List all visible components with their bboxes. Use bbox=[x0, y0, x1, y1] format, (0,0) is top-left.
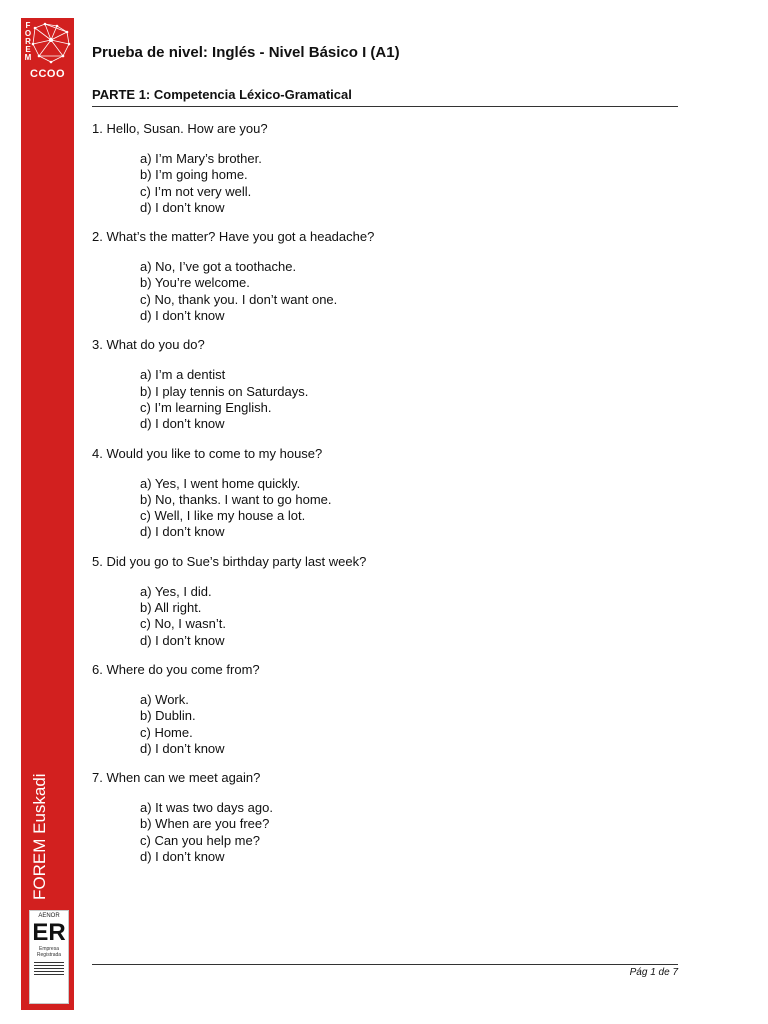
section-heading: PARTE 1: Competencia Léxico-Gramatical bbox=[92, 87, 352, 102]
question-3 bbox=[92, 337, 678, 432]
option-list bbox=[140, 476, 678, 541]
option-c: c) No, thank you. I don’t want one. bbox=[140, 291, 338, 307]
option-c: c) Well, I like my house a lot. bbox=[140, 508, 306, 524]
option-d: d) I don’t know bbox=[140, 632, 225, 648]
question-1 bbox=[92, 121, 678, 216]
forem-logo bbox=[21, 18, 74, 84]
question-text: 3. What do you do? bbox=[92, 337, 205, 353]
question-list bbox=[92, 121, 678, 878]
question-text: 2. What’s the matter? Have you got a headache? bbox=[92, 229, 375, 245]
option-a: a) Yes, I went home quickly. bbox=[140, 475, 301, 491]
logo-letter: R bbox=[25, 37, 31, 46]
logo-letter: O bbox=[24, 29, 32, 38]
network-logo-icon bbox=[31, 22, 71, 64]
option-list bbox=[140, 367, 678, 432]
option-a: a) Work. bbox=[140, 691, 189, 707]
logo-letter: M bbox=[24, 53, 32, 62]
option-d: d) I don’t know bbox=[140, 199, 225, 215]
option-c: c) I’m learning English. bbox=[140, 399, 272, 415]
cert-er-mark: ER bbox=[32, 919, 66, 946]
question-text: 7. When can we meet again? bbox=[92, 770, 261, 786]
header-divider bbox=[92, 106, 678, 107]
option-b: b) When are you free? bbox=[140, 816, 270, 832]
option-b: b) All right. bbox=[140, 600, 202, 616]
cert-barcode-icon bbox=[34, 961, 64, 975]
question-text: 5. Did you go to Sue’s birthday party last week? bbox=[92, 553, 367, 569]
option-c: c) Home. bbox=[140, 724, 193, 740]
question-6 bbox=[92, 662, 678, 757]
option-d: d) I don’t know bbox=[140, 849, 225, 865]
option-c: c) No, I wasn’t. bbox=[140, 616, 226, 632]
option-list bbox=[140, 584, 678, 649]
question-4 bbox=[92, 446, 678, 541]
option-a: a) No, I’ve got a toothache. bbox=[140, 259, 297, 275]
option-d: d) I don’t know bbox=[140, 740, 225, 756]
cert-line1: Empresa bbox=[38, 946, 59, 952]
ccoo-logo-text: CCOO bbox=[30, 68, 65, 80]
option-b: b) No, thanks. I want to go home. bbox=[140, 491, 332, 507]
logo-letter: E bbox=[25, 45, 31, 54]
option-a: a) I’m a dentist bbox=[140, 367, 226, 383]
option-d: d) I don’t know bbox=[140, 308, 225, 324]
page-number: Pág 1 de 7 bbox=[629, 967, 678, 978]
footer-divider bbox=[92, 964, 678, 965]
question-text: 4. Would you like to come to my house? bbox=[92, 445, 323, 461]
sidebar-brand-text: FOREM Euskadi bbox=[30, 773, 49, 900]
cert-aenor-label: AENOR bbox=[38, 913, 60, 919]
option-list bbox=[140, 151, 678, 216]
option-a: a) It was two days ago. bbox=[140, 800, 273, 816]
page-title: Prueba de nivel: Inglés - Nivel Básico I (A1) bbox=[92, 44, 400, 61]
option-list bbox=[140, 692, 678, 757]
option-list bbox=[140, 800, 678, 865]
option-b: b) Dublin. bbox=[140, 708, 196, 724]
option-b: b) You’re welcome. bbox=[140, 275, 250, 291]
option-list bbox=[140, 259, 678, 324]
question-2 bbox=[92, 229, 678, 324]
question-7 bbox=[92, 770, 678, 865]
option-a: a) Yes, I did. bbox=[140, 583, 212, 599]
question-5 bbox=[92, 554, 678, 649]
question-text: 6. Where do you come from? bbox=[92, 661, 260, 677]
question-text: 1. Hello, Susan. How are you? bbox=[92, 121, 268, 136]
logo-letter: F bbox=[25, 21, 31, 30]
option-c: c) Can you help me? bbox=[140, 832, 260, 848]
option-a: a) I’m Mary’s brother. bbox=[140, 151, 262, 166]
option-c: c) I’m not very well. bbox=[140, 183, 252, 199]
option-b: b) I’m going home. bbox=[140, 167, 248, 183]
option-d: d) I don’t know bbox=[140, 416, 225, 432]
option-b: b) I play tennis on Saturdays. bbox=[140, 383, 309, 399]
cert-line2: Registrada bbox=[36, 952, 62, 958]
aenor-certificate-badge bbox=[29, 910, 69, 1004]
option-d: d) I don’t know bbox=[140, 524, 225, 540]
